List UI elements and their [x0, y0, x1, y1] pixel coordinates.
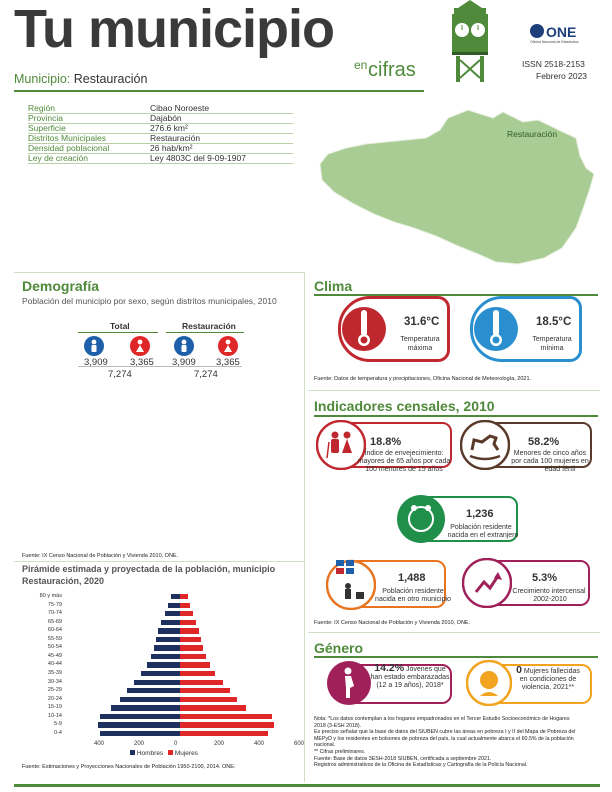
bar-hombres	[151, 654, 180, 659]
age-group-label: 0-4	[54, 729, 62, 736]
issn: ISSN 2518-2153	[522, 59, 585, 69]
age-group-label: 80 y más	[39, 593, 62, 599]
info-key: Superficie	[28, 124, 150, 134]
bar-mujeres	[180, 680, 223, 685]
bar-mujeres	[180, 594, 188, 599]
clock-tower-icon	[440, 0, 500, 82]
logo-subtitle: Oficina Nacional de Estadística	[530, 40, 579, 44]
column-divider	[304, 272, 305, 782]
max-temp-value: 31.6°C	[404, 316, 440, 328]
bar-hombres	[161, 620, 180, 625]
max-temp-label-2: máxima	[407, 345, 433, 352]
bar-mujeres	[180, 628, 199, 633]
min-temp-label-1: Temperatura	[532, 336, 572, 343]
clima-source: Fuente: Datos de temperatura y precipitaciones, Oficina Nacional de Meteorología, 2021.	[314, 376, 532, 382]
x-tick-label: 200	[214, 741, 225, 748]
footer-bar	[14, 784, 600, 787]
note-line: Registros administrativos de la Oficina de Estadísticas y Cartografía de la Policía Nacional.	[314, 762, 528, 769]
feminicidio-l2: en condiciones de	[519, 676, 577, 683]
legend-women-swatch	[168, 750, 173, 755]
embarazo-l1: Jóvenes que	[406, 666, 446, 673]
info-key: Provincia	[28, 114, 150, 124]
female-icon	[130, 336, 150, 356]
embarazo-l2: han estado embarazadas	[370, 674, 450, 681]
bar-hombres	[111, 705, 180, 710]
bar-hombres	[141, 671, 180, 676]
bar-hombres	[168, 603, 180, 608]
x-tick-label: 0	[174, 741, 178, 748]
embarazo-text	[370, 664, 450, 690]
menores-value: 58.2%	[528, 436, 560, 448]
info-value: 276.6 km²	[150, 124, 293, 134]
age-group-label: 35-39	[47, 669, 62, 676]
bar-mujeres	[180, 714, 272, 719]
embarazo-value: 14.2%	[374, 662, 405, 674]
genero-rule	[314, 656, 598, 658]
restauracion-total: 7,274	[194, 369, 218, 380]
info-key: Densidad poblacional	[28, 144, 150, 154]
thermometer-up-icon	[342, 300, 388, 358]
municipio-label: Municipio:	[14, 72, 71, 86]
section-divider	[308, 632, 600, 633]
clima-title: Clima	[314, 278, 353, 294]
envejecimiento-value: 18.8%	[370, 436, 402, 448]
page-title: Tu municipio	[14, 0, 334, 59]
population-pyramid	[30, 590, 305, 750]
bar-mujeres	[180, 662, 210, 667]
bar-mujeres	[180, 722, 274, 727]
pyramid-title-1: Pirámide estimada y proyectada de la población, municipio	[22, 564, 276, 574]
info-key: Distritos Municipales	[28, 134, 150, 144]
legend-men-label: Hombres	[136, 750, 164, 757]
info-value: Restauración	[150, 134, 293, 144]
bar-mujeres	[180, 603, 190, 608]
bar-hombres	[98, 722, 180, 727]
bar-mujeres	[180, 637, 201, 642]
group-total-title: Total	[110, 321, 130, 331]
feminicidio-text	[506, 666, 590, 692]
subtitle-cifras: cifras	[368, 59, 416, 81]
extranjero-l1: Población residente	[450, 524, 512, 531]
subtitle-en: en	[354, 58, 368, 72]
feminicidio-l1: Mujeres fallecidas	[523, 668, 580, 675]
feminicidio-l3: violencia, 2021**	[521, 684, 575, 691]
note-line: Nota: *Los datos contemplan a los hogares empadronados en el Tercer Estudio Socioeconómico de Hogares	[314, 716, 570, 722]
crecimiento-value: 5.3%	[532, 572, 558, 584]
envejecimiento-l1: Índice de envejecimiento:	[364, 450, 444, 457]
pyramid-title-2: Restauración, 2020	[22, 576, 105, 586]
otro-muni-value: 1,488	[398, 572, 426, 584]
extranjero-value: 1,236	[466, 508, 494, 520]
x-tick-label: 400	[94, 741, 105, 748]
bar-mujeres	[180, 654, 206, 659]
bar-hombres	[171, 594, 180, 599]
x-tick-label: 200	[134, 741, 145, 748]
bar-mujeres	[180, 671, 215, 676]
age-group-label: 65-69	[47, 618, 62, 625]
age-group-label: 50-54	[47, 644, 62, 651]
note-line: ** Cifras preliminares.	[314, 748, 366, 755]
table-row	[28, 124, 293, 134]
envejecimiento-l3: 100 menores de 15 años	[365, 466, 443, 473]
bar-hombres	[154, 645, 180, 650]
age-group-label: 20-24	[47, 695, 62, 702]
section-divider	[14, 272, 304, 273]
bar-hombres	[158, 628, 180, 633]
bar-hombres	[100, 731, 180, 736]
menores-l3: edad fértil	[544, 466, 576, 473]
bar-mujeres	[180, 705, 246, 710]
relocation-icon	[326, 556, 376, 610]
bar-hombres	[134, 680, 180, 685]
table-row	[28, 134, 293, 144]
menores-l2: por cada 100 mujeres en	[511, 458, 589, 465]
bar-hombres	[100, 714, 180, 719]
group-rule	[78, 332, 158, 333]
age-group-label: 5-9	[54, 721, 62, 728]
bar-hombres	[120, 697, 180, 702]
demografia-subtitle: Población del municipio por sexo, según distritos municipales, 2010	[22, 296, 277, 306]
demografia-title: Demografía	[22, 278, 100, 294]
x-tick-label: 600	[294, 741, 305, 748]
info-key: Ley de creación	[28, 154, 150, 164]
table-row	[28, 154, 293, 164]
bar-mujeres	[180, 620, 196, 625]
total-total: 7,274	[108, 369, 132, 380]
genero-title: Género	[314, 640, 364, 656]
censales-source: Fuente: IX Censo Nacional de Población y Vivienda 2010, ONE.	[314, 620, 471, 626]
restauracion-women: 3,365	[216, 357, 240, 368]
age-group-label: 40-44	[47, 661, 62, 668]
legend-men-swatch	[130, 750, 135, 755]
crecimiento-l2: 2002-2010	[533, 596, 567, 603]
growth-arrow-icon	[462, 558, 512, 608]
age-group-label: 25-29	[47, 687, 62, 694]
age-group-label: 30-34	[47, 678, 62, 685]
total-men: 3,909	[84, 357, 108, 368]
total-women: 3,365	[130, 357, 154, 368]
note-line: nacional.	[314, 742, 336, 749]
min-temp-value: 18.5°C	[536, 316, 572, 328]
otro-muni-l1: Población residente	[382, 588, 444, 595]
info-value: Cibao Noroeste	[150, 104, 293, 114]
bar-hombres	[165, 611, 180, 616]
logo-text: ONE	[546, 24, 577, 40]
otro-muni-l2: nacida en otro municipio	[375, 596, 451, 603]
section-divider	[308, 390, 600, 391]
censales-rule	[314, 415, 598, 417]
note-line: Es preciso señalar que la base de datos del SIUBEN cubre las áreas en pobreza I y II del Mapa de Pobreza del	[314, 729, 576, 736]
bar-mujeres	[180, 611, 193, 616]
map-label: Restauración	[507, 129, 558, 139]
envejecimiento-l2: mayores de 65 años por cada	[357, 458, 451, 465]
table-row	[28, 144, 293, 154]
age-group-label: 45-49	[47, 652, 62, 659]
min-temp-label-2: mínima	[540, 345, 564, 352]
municipio-line	[14, 72, 147, 86]
age-group-label: 60-64	[47, 627, 62, 634]
restauracion-men: 3,909	[172, 357, 196, 368]
info-table	[28, 104, 293, 164]
info-value: Dajabón	[150, 114, 293, 124]
header-rule	[14, 90, 424, 92]
bar-hombres	[147, 662, 180, 667]
info-value: 26 hab/km²	[150, 144, 293, 154]
female-icon	[218, 336, 238, 356]
age-group-label: 15-19	[47, 704, 62, 711]
bar-mujeres	[180, 688, 230, 693]
bar-hombres	[127, 688, 180, 693]
note-line: MEPyD y los residentes en bolsones de pobreza del país, la cual actualmente abarca el 60.5% de la población	[314, 735, 574, 742]
demografia-source: Fuente: IX Censo Nacional de Población y Vivienda 2010, ONE.	[22, 553, 179, 559]
pyramid-source: Fuente: Estimaciones y Proyecciones Nacionales de Población 1950-2100, 2014. ONE.	[22, 764, 236, 770]
male-icon	[84, 336, 104, 356]
group-rule	[166, 332, 244, 333]
municipio-value: Restauración	[73, 72, 148, 86]
thermometer-down-icon	[474, 300, 520, 358]
feminicidio-value: 0	[516, 664, 522, 676]
note-line: 2018 (3-ESH 2018).	[314, 722, 362, 729]
info-value: Ley 4803C del 9-09-1907	[150, 154, 293, 164]
table-row	[28, 114, 293, 124]
age-group-label: 75-79	[47, 601, 62, 608]
globe-people-icon	[396, 494, 446, 544]
embarazo-l3: (12 a 19 años), 2018*	[376, 682, 444, 689]
legend-women-label: Mujeres	[174, 750, 198, 757]
total-divider	[78, 366, 242, 367]
bar-mujeres	[180, 697, 237, 702]
group-restauracion-title: Restauración	[182, 321, 236, 331]
extranjero-l2: nacida en el extranjero	[447, 532, 519, 539]
male-icon	[174, 336, 194, 356]
max-temp-label-1: Temperatura	[400, 336, 440, 343]
genero-notes	[314, 716, 600, 769]
menores-l1: Menores de cinco años	[513, 450, 587, 457]
age-group-label: 55-59	[47, 635, 62, 642]
one-logo-icon	[530, 24, 544, 38]
info-key: Región	[28, 104, 150, 114]
section-divider	[14, 561, 304, 562]
note-line: Fuente: Base de datos 3ESH-2018 SIUBEN, certificada a septiembre 2021.	[314, 755, 492, 762]
pregnant-woman-icon	[326, 660, 372, 706]
bar-hombres	[156, 637, 180, 642]
municipality-map	[318, 108, 600, 266]
x-tick-label: 400	[254, 741, 265, 748]
age-group-label: 70-74	[47, 610, 62, 617]
publication-date: Febrero 2023	[536, 71, 588, 81]
age-group-label: 10-14	[47, 712, 62, 719]
censales-title: Indicadores censales, 2010	[314, 398, 495, 414]
crecimiento-l1: Crecimiento intercensal	[512, 588, 586, 595]
bar-mujeres	[180, 645, 203, 650]
pyramid-legend	[130, 750, 198, 757]
bar-mujeres	[180, 731, 268, 736]
